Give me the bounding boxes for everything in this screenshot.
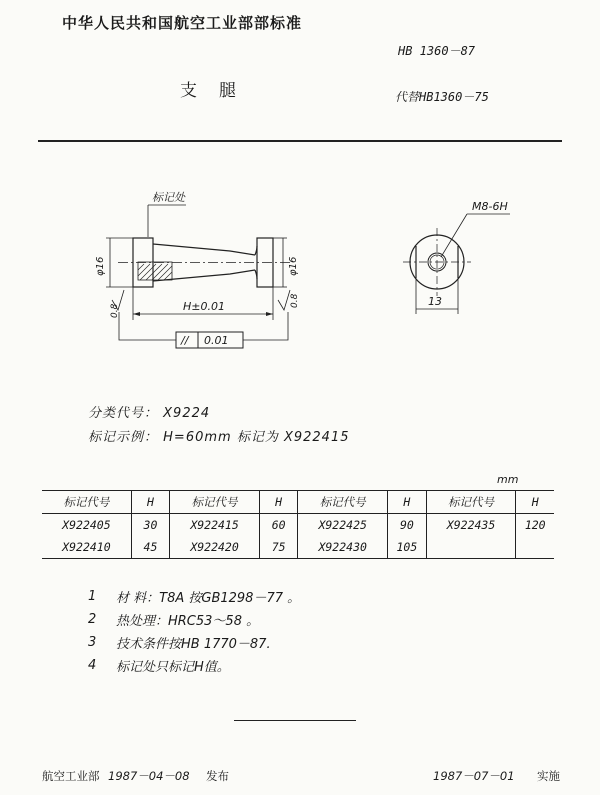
- table-header: H: [516, 491, 554, 514]
- organization-title: 中华人民共和国航空工业部部标准: [62, 14, 303, 32]
- table-cell: X922420: [170, 536, 260, 559]
- table-header: 标记代号: [42, 491, 131, 514]
- classification-code: [88, 402, 210, 421]
- arrow-right: [266, 312, 273, 316]
- body-top-line: [153, 244, 255, 255]
- document-title: 支腿: [180, 81, 258, 101]
- table-header: H: [259, 491, 297, 514]
- notes-list: [88, 585, 300, 677]
- table-cell: 75: [259, 536, 297, 559]
- table-cell: 30: [131, 514, 169, 537]
- note-text: 标记处只标记H值。: [116, 660, 230, 675]
- arrow-left: [133, 312, 140, 316]
- note-number: 4: [88, 658, 97, 673]
- footer-implement-date: 1987－07－01: [433, 769, 515, 783]
- table-cell: 105: [388, 536, 427, 559]
- parallelism-symbol: //: [181, 334, 189, 347]
- roughness-left-label: 0.8: [110, 303, 120, 318]
- note-item: [88, 585, 300, 608]
- table-header-row: [42, 491, 554, 514]
- table-header: 标记代号: [298, 491, 388, 514]
- parallelism-tolerance: 0.01: [204, 334, 229, 347]
- table-cell: 45: [131, 536, 169, 559]
- table-header: H: [388, 491, 427, 514]
- footer-issuer: 航空工业部: [42, 769, 100, 783]
- table-cell: X922405: [62, 518, 111, 532]
- table-cell: X922415: [170, 514, 260, 537]
- note-item: [88, 608, 300, 631]
- table-cell: 90: [388, 514, 427, 537]
- table-cell: [426, 536, 516, 559]
- table-cell: X922410: [42, 536, 131, 559]
- note-item: [88, 654, 300, 677]
- table-cell: X922435: [426, 514, 516, 537]
- note-number: 1: [88, 589, 97, 604]
- classification-code-label: 分类代号：: [88, 406, 159, 421]
- mark-example: [88, 426, 350, 445]
- thread-label: M8-6H: [472, 200, 508, 213]
- table-row: [42, 514, 554, 537]
- right-diameter-label: φ16: [288, 256, 299, 276]
- table-header: 标记代号: [170, 491, 260, 514]
- replaces-standard: 代替HB1360－75: [395, 90, 489, 104]
- note-item: [88, 631, 300, 654]
- note-number: 3: [88, 635, 97, 650]
- mark-example-label: 标记示例：: [88, 430, 159, 445]
- table-header: H: [131, 491, 169, 514]
- table-row: [42, 536, 554, 559]
- length-dim-label: H±0.01: [183, 300, 225, 313]
- note-text: 材 料：T8A 按GB1298－77 。: [116, 591, 301, 606]
- footer-issue-label: 发布: [206, 769, 229, 783]
- note-text: 热处理：HRC53～58 。: [116, 614, 260, 629]
- note-number: 2: [88, 612, 97, 627]
- roughness-right-label: 0.8: [290, 293, 300, 308]
- footer-issue-date: 1987－04－08: [108, 769, 190, 783]
- table-cell: [516, 536, 554, 559]
- end-divider: [234, 720, 356, 721]
- table-cell: X922425: [298, 514, 388, 537]
- table-cell: 120: [516, 514, 554, 537]
- spec-table: [42, 490, 554, 559]
- table-cell: X922430: [298, 536, 388, 559]
- table-unit: mm: [497, 473, 519, 486]
- footer-implement-label: 实施: [537, 769, 560, 783]
- left-diameter-label: φ16: [95, 256, 106, 276]
- mark-example-value: H=60mm 标记为 X922415: [163, 430, 350, 445]
- note-text: 技术条件按HB 1770－87.: [116, 637, 271, 652]
- mark-location-label: 标记处: [152, 191, 185, 204]
- classification-code-value: X9224: [163, 406, 211, 421]
- table-header: 标记代号: [426, 491, 516, 514]
- standard-number: HB 1360－87: [398, 44, 476, 58]
- table-cell: 60: [259, 514, 297, 537]
- width-dim-label: 13: [428, 295, 442, 308]
